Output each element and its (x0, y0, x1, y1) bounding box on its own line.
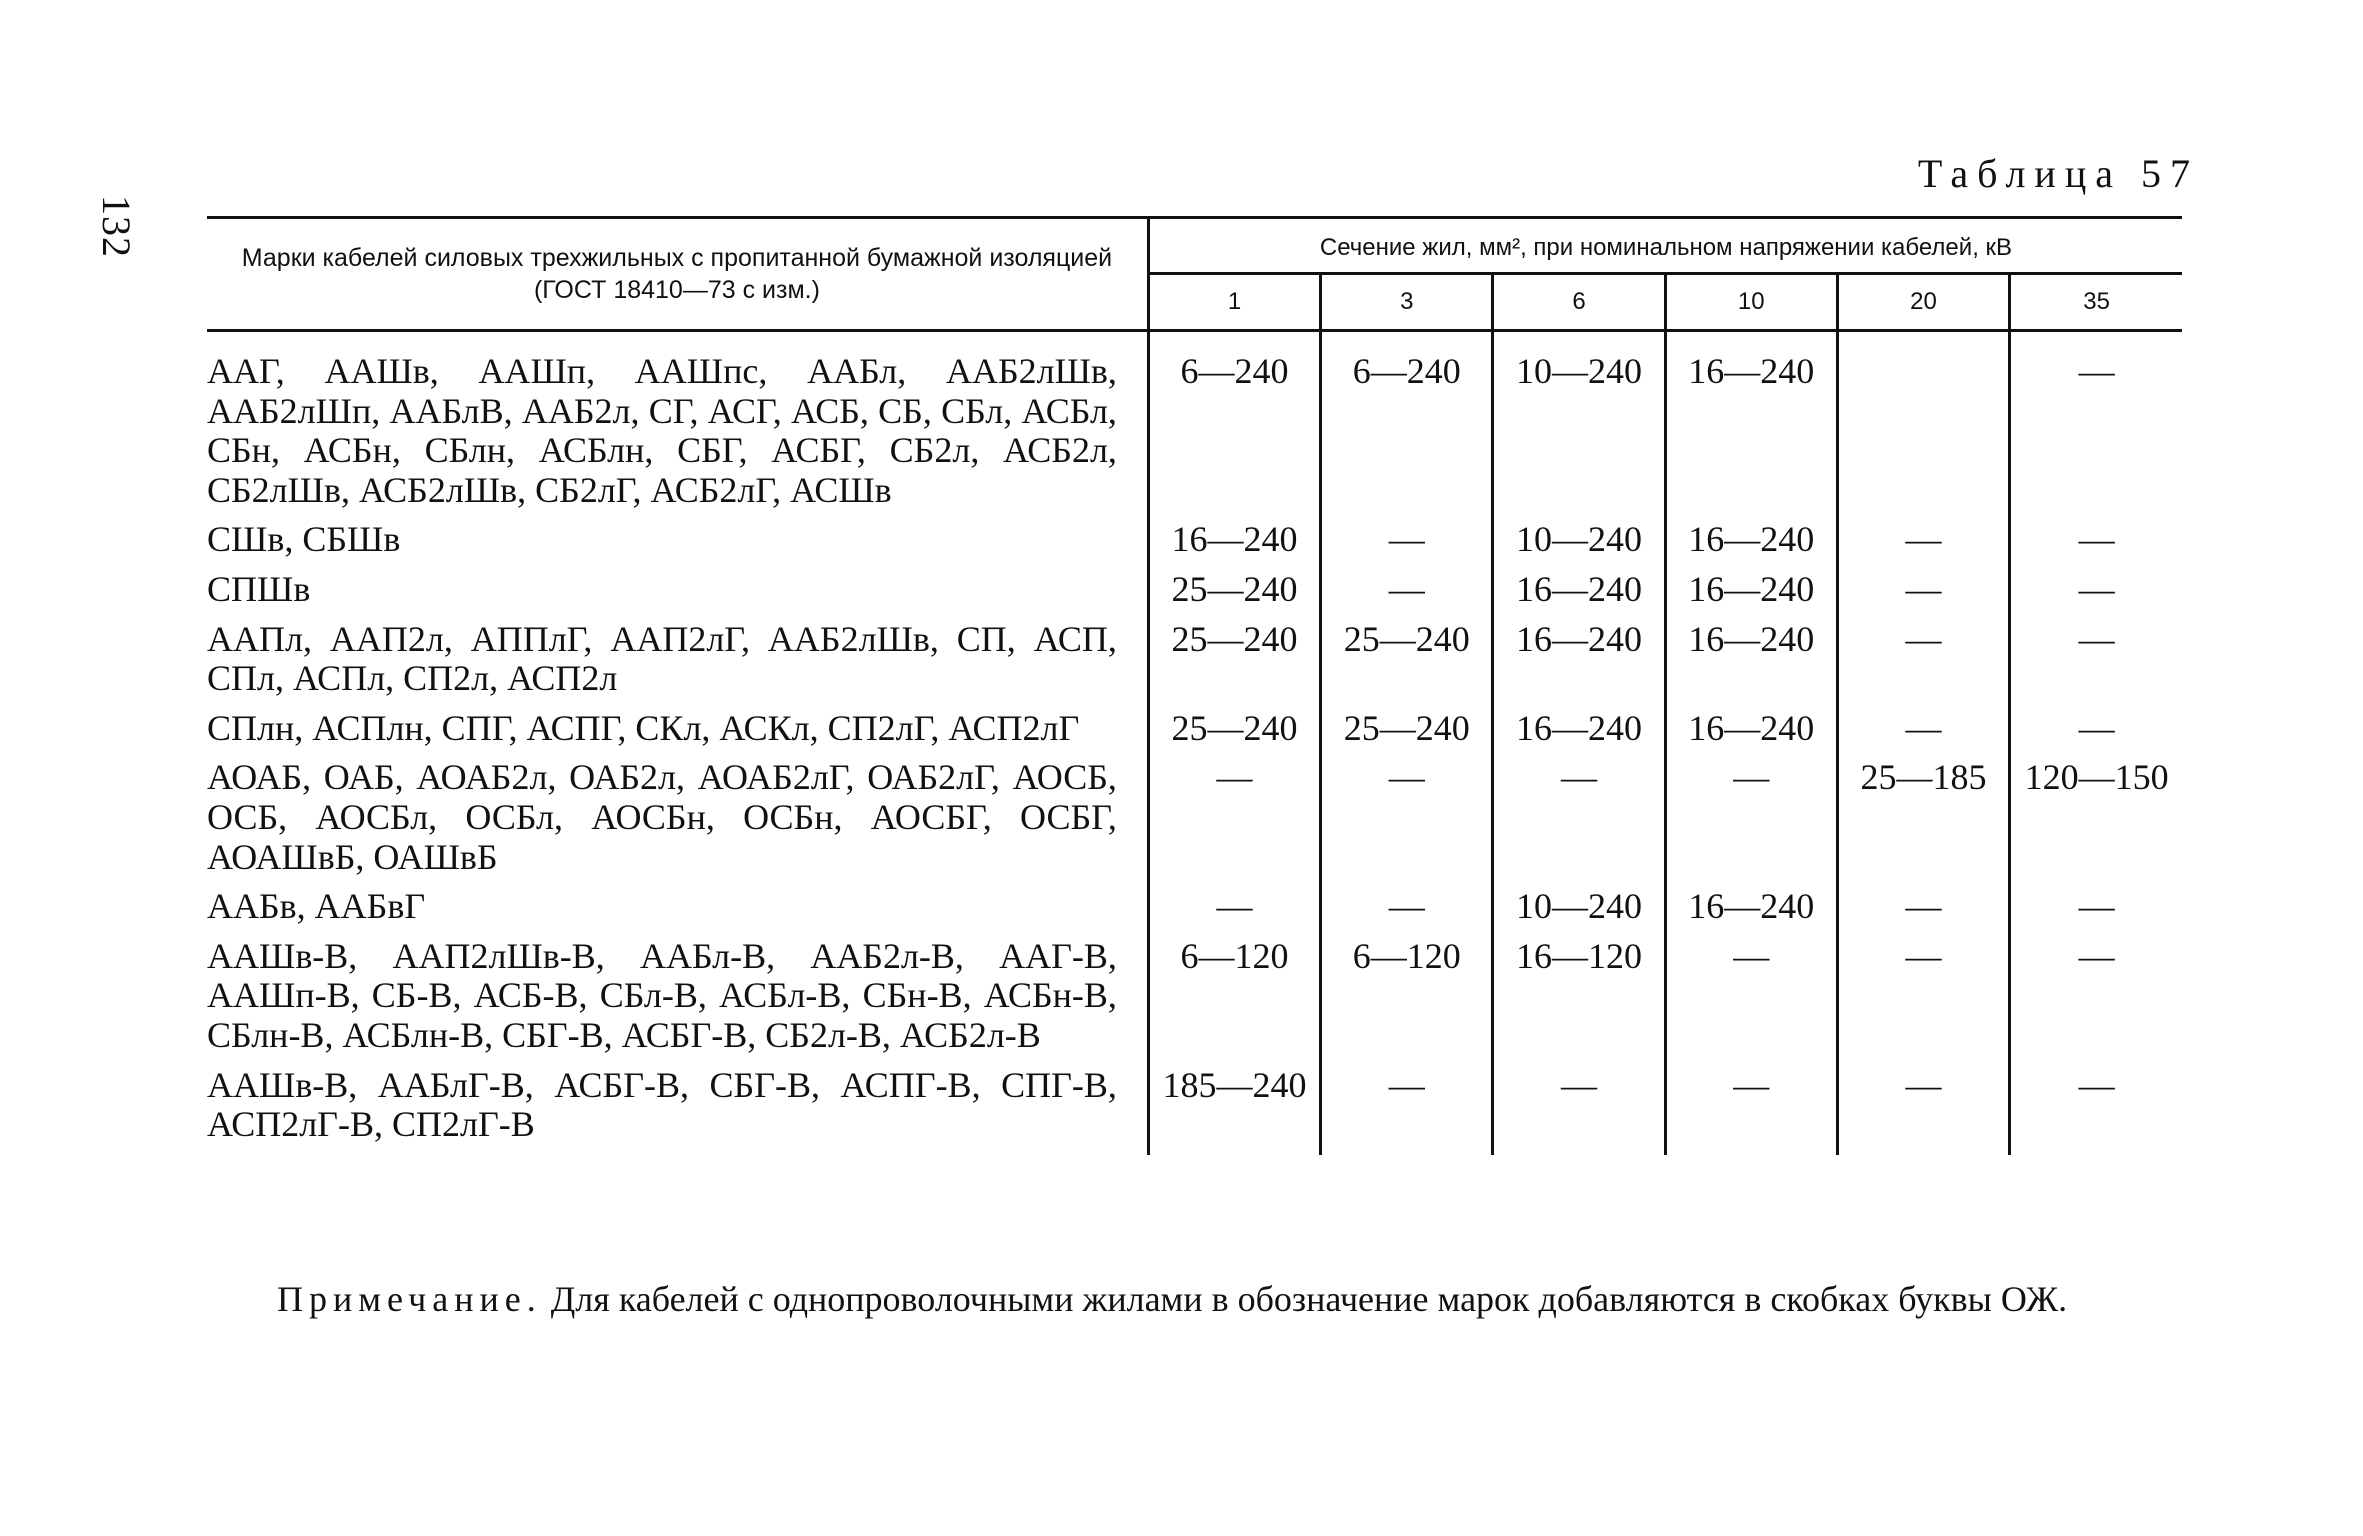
section-range (1837, 331, 2009, 521)
table-row (207, 887, 2182, 937)
section-range: — (1837, 620, 2009, 709)
section-range: 6—240 (1321, 331, 1493, 521)
section-range: — (1493, 758, 1665, 887)
section-range: 16—240 (1665, 520, 1837, 570)
table-row (207, 758, 2182, 887)
cable-marks: ААБв, ААБвГ (207, 887, 1148, 937)
section-range: — (2078, 1064, 2115, 1105)
section-range: — (1665, 758, 1837, 887)
cable-marks: СПлн, АСПлн, СПГ, АСПГ, СКл, АСКл, СП2лГ, АСП2лГ (207, 709, 1148, 759)
section-range: — (2078, 351, 2115, 391)
section-range: 10—240 (1493, 520, 1665, 570)
section-range: 25—240 (1148, 570, 1320, 620)
table-row (207, 570, 2182, 620)
table-row (207, 520, 2182, 570)
cable-marks: СПШв (207, 570, 1148, 620)
note (207, 1278, 2200, 1321)
section-range: 16—240 (1493, 709, 1665, 759)
section-range: 10—240 (1493, 331, 1665, 521)
section-range: 25—240 (1148, 709, 1320, 759)
section-range: 16—120 (1493, 937, 1665, 1066)
section-range: — (1837, 937, 2009, 1066)
header-voltage: 35 (2010, 274, 2182, 331)
section-range: 16—240 (1665, 570, 1837, 620)
section-range: — (2078, 519, 2115, 560)
section-range: 6—120 (1148, 937, 1320, 1066)
note-label: Примечание. (277, 1279, 542, 1319)
section-range: 16—240 (1665, 331, 1837, 521)
section-range: 25—240 (1321, 709, 1493, 759)
section-range: 6—240 (1148, 331, 1320, 521)
section-range: 16—240 (1148, 520, 1320, 570)
section-range: 10—240 (1493, 887, 1665, 937)
section-range: 16—240 (1493, 620, 1665, 709)
header-voltage: 10 (1665, 274, 1837, 331)
cable-marks: АОАБ, ОАБ, АОАБ2л, ОАБ2л, АОАБ2лГ, ОАБ2лГ, АОСБ, ОСБ, АОСБл, ОСБл, АОСБн, ОСБн, АОСБГ, ОСБГ, АОАШвБ, ОАШвБ (207, 758, 1148, 887)
section-range: 25—240 (1321, 620, 1493, 709)
section-range: — (1321, 570, 1493, 620)
section-range: 25—240 (1148, 620, 1320, 709)
header-section: Сечение жил, мм², при номинальном напряжении кабелей, кВ (1148, 218, 2182, 274)
note-text: Для кабелей с однопроволочными жилами в обозначение марок добавляются в скобках буквы ОЖ. (550, 1279, 2068, 1319)
table-row (207, 331, 2182, 521)
section-range: — (1665, 1066, 1837, 1155)
header-voltage: 6 (1493, 274, 1665, 331)
cable-marks: ААШв-В, ААБлГ-В, АСБГ-В, СБГ-В, АСПГ-В, СПГ-В, АСП2лГ-В, СП2лГ-В (207, 1066, 1148, 1155)
section-range: — (1321, 1066, 1493, 1155)
section-range: 120—150 (2024, 757, 2169, 798)
section-range: — (2078, 618, 2115, 659)
section-range: 16—240 (1665, 620, 1837, 709)
cable-table (207, 216, 2182, 1155)
section-range: — (1837, 709, 2009, 759)
section-range: 25—185 (1837, 758, 2009, 887)
header-voltage: 3 (1321, 274, 1493, 331)
table-row (207, 620, 2182, 709)
section-range: 16—240 (1665, 709, 1837, 759)
section-range: — (1837, 1066, 2009, 1155)
cable-marks: ААГ, ААШв, ААШп, ААШпс, ААБл, ААБ2лШв, ААБ2лШп, ААБлВ, ААБ2л, СГ, АСГ, АСБ, СБ, СБл, АСБл, СБн, АСБн, СБлн, АСБлн, СБГ, АСБГ, СБ2л, АСБ2л, СБ2лШв, АСБ2лШв, СБ2лГ, АСБ2лГ, АСШв (207, 331, 1148, 521)
table-body (207, 331, 2182, 1155)
section-range: — (1148, 887, 1320, 937)
section-range: 6—120 (1321, 937, 1493, 1066)
header-voltage: 20 (1837, 274, 2009, 331)
header-cable-marks: Марки кабелей силовых трехжильных с пропитанной бумажной изоляцией (ГОСТ 18410—73 с изм.) (207, 218, 1148, 331)
table-row (207, 709, 2182, 759)
section-range: 16—240 (1665, 887, 1837, 937)
section-range: — (1321, 758, 1493, 887)
table-row (207, 1066, 2182, 1155)
section-range: — (2078, 935, 2115, 976)
section-range: — (1321, 520, 1493, 570)
section-range: — (1837, 570, 2009, 620)
header-voltage: 1 (1148, 274, 1320, 331)
cable-marks: СШв, СБШв (207, 520, 1148, 570)
section-range: — (2078, 707, 2115, 748)
section-range: — (2078, 568, 2115, 609)
section-range: 185—240 (1148, 1066, 1320, 1155)
section-range: — (1148, 758, 1320, 887)
section-range: — (1493, 1066, 1665, 1155)
section-range: — (1665, 937, 1837, 1066)
section-range: — (1837, 887, 2009, 937)
section-range: — (2078, 886, 2115, 927)
section-range: 16—240 (1493, 570, 1665, 620)
table-row (207, 937, 2182, 1066)
section-range: — (1321, 887, 1493, 937)
cable-marks: ААШв-В, ААП2лШв-В, ААБл-В, ААБ2л-В, ААГ-В, ААШп-В, СБ-В, АСБ-В, СБл-В, АСБл-В, СБн-В, АСБн-В, СБлн-В, АСБлн-В, СБГ-В, АСБГ-В, СБ2л-В, АСБ2л-В (207, 937, 1148, 1066)
page-number: 132 (94, 195, 139, 258)
section-range: — (1837, 520, 2009, 570)
cable-marks: ААПл, ААП2л, АППлГ, ААП2лГ, ААБ2лШв, СП, АСП, СПл, АСПл, СП2л, АСП2л (207, 620, 1148, 709)
table-caption: Таблица 57 (1917, 151, 2199, 196)
